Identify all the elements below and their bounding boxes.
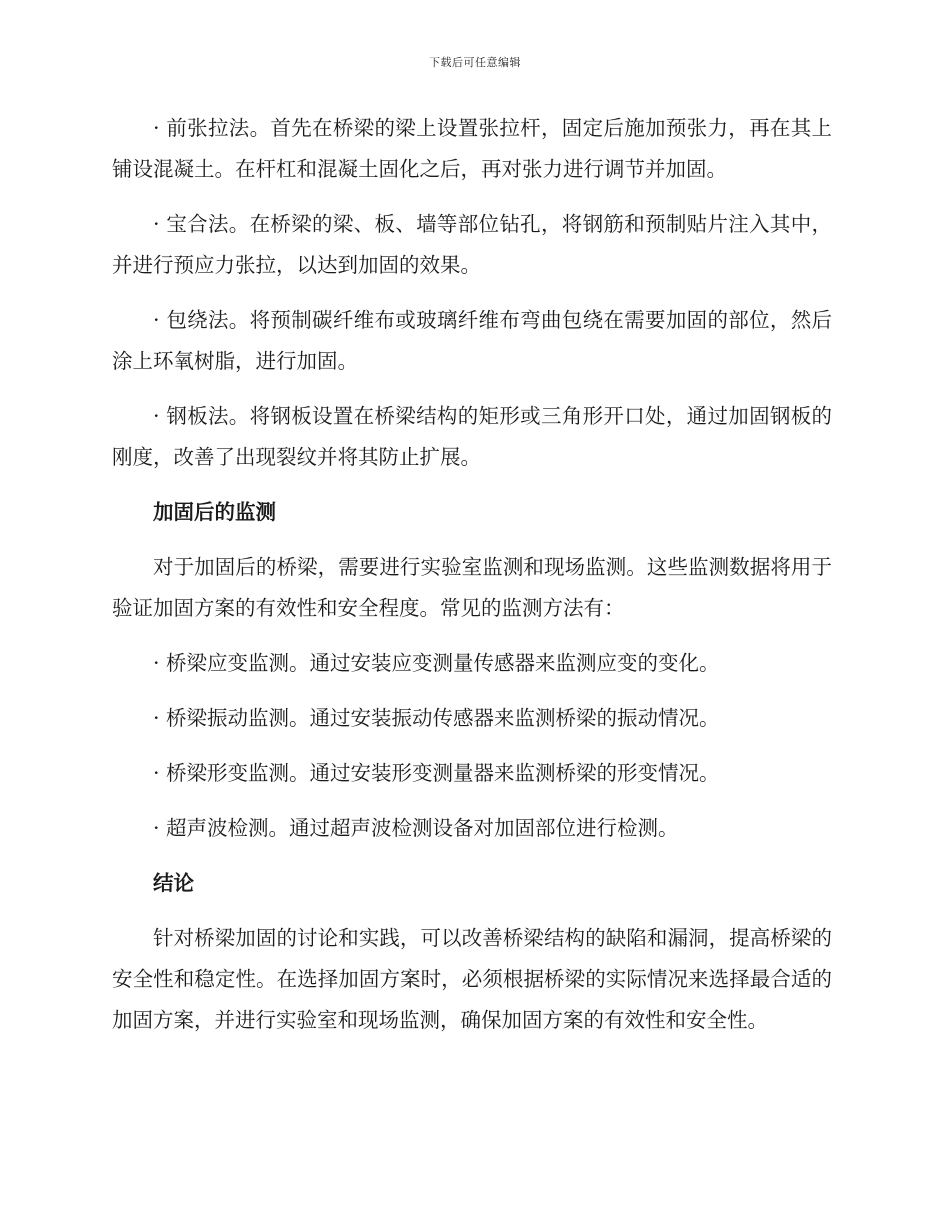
page-header: 下载后可任意编辑 xyxy=(429,56,521,69)
method-item-front-tension: · 前张拉法。首先在桥梁的梁上设置张拉杆，固定后施加预张力，再在其上铺设混凝土。在杆杠和混凝土固化之后，再对张力进行调节并加固。 xyxy=(112,116,832,181)
monitoring-item-deformation: · 桥梁形变监测。通过安装形变测量器来监测桥梁的形变情况。 xyxy=(153,761,720,785)
method-item-steel-plate: · 钢板法。将钢板设置在桥梁结构的矩形或三角形开口处，通过加固钢板的刚度，改善了出现裂纹并将其防止扩展。 xyxy=(112,404,832,469)
method-item-baohe: · 宝合法。在桥梁的梁、板、墙等部位钻孔，将钢筋和预制贴片注入其中，并进行预应力张拉，以达到加固的效果。 xyxy=(112,212,832,277)
section-heading-monitoring: 加固后的监测 xyxy=(153,500,276,524)
monitoring-item-ultrasonic: · 超声波检测。通过超声波检测设备对加固部位进行检测。 xyxy=(153,816,679,840)
monitoring-intro-paragraph: 对于加固后的桥梁，需要进行实验室监测和现场监测。这些监测数据将用于验证加固方案的有效性和安全程度。常见的监测方法有： xyxy=(112,555,832,620)
section-heading-conclusion: 结论 xyxy=(153,871,194,895)
method-item-wrapping: · 包绕法。将预制碳纤维布或玻璃纤维布弯曲包绕在需要加固的部位，然后涂上环氧树脂，进行加固。 xyxy=(112,308,832,373)
document-body xyxy=(112,108,832,1055)
monitoring-item-strain: · 桥梁应变监测。通过安装应变测量传感器来监测应变的变化。 xyxy=(153,651,720,675)
conclusion-paragraph: 针对桥梁加固的讨论和实践，可以改善桥梁结构的缺陷和漏洞，提高桥梁的安全性和稳定性。在选择加固方案时，必须根据桥梁的实际情况来选择最合适的加固方案，并进行实验室和现场监测，确保加固方案的有效性和安全性。 xyxy=(112,926,832,1032)
monitoring-item-vibration: · 桥梁振动监测。通过安装振动传感器来监测桥梁的振动情况。 xyxy=(153,706,720,730)
